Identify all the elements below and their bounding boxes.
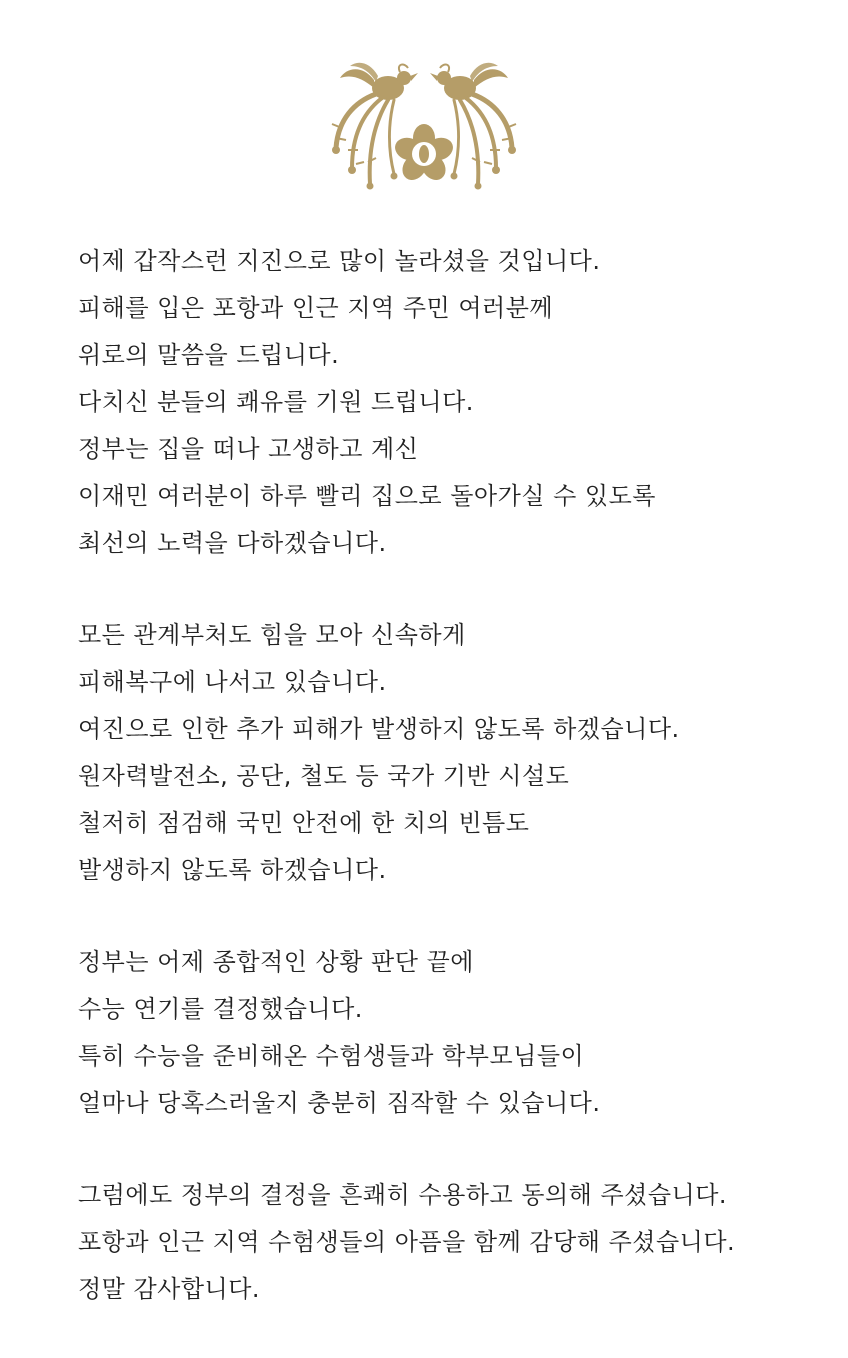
letter-line: 특히 수능을 준비해온 수험생들과 학부모님들이 [78, 1042, 585, 1070]
letter-line: 얼마나 당혹스러울지 충분히 짐작할 수 있습니다. [78, 1089, 601, 1117]
letter-line: 여진으로 인한 추가 피해가 발생하지 않도록 하겠습니다. [78, 715, 680, 743]
emblem-art [332, 63, 516, 190]
presidential-emblem [318, 58, 530, 190]
letter-line: 다치신 분들의 쾌유를 기원 드립니다. [78, 388, 474, 416]
letter-line: 위로의 말씀을 드립니다. [78, 341, 340, 369]
letter-line: 수능 연기를 결정했습니다. [78, 995, 363, 1023]
mugunghwa-flower-icon [392, 124, 456, 185]
letter-line: 정말 감사합니다. [78, 1275, 261, 1303]
letter-line: 그럼에도 정부의 결정을 흔쾌히 수용하고 동의해 주셨습니다. [78, 1181, 728, 1209]
letter-paragraph [78, 612, 798, 894]
letter-line: 어제 갑작스런 지진으로 많이 놀라셨을 것입니다. [78, 247, 601, 275]
letter-line: 모든 관계부처도 힘을 모아 신속하게 [78, 621, 466, 649]
letter-line: 발생하지 않도록 하겠습니다. [78, 856, 387, 884]
letter-line: 정부는 집을 떠나 고생하고 계신 [78, 435, 419, 463]
letter-line: 포항과 인근 지역 수험생들의 아픔을 함께 감당해 주셨습니다. [78, 1228, 736, 1256]
letter-line: 철저히 점검해 국민 안전에 한 치의 빈틈도 [78, 809, 530, 837]
letter-line: 정부는 어제 종합적인 상황 판단 끝에 [78, 948, 474, 976]
letter-body [78, 238, 798, 1358]
letter-line: 피해를 입은 포항과 인근 지역 주민 여러분께 [78, 294, 554, 322]
letter-paragraph [78, 939, 798, 1127]
letter-paragraph [78, 1172, 798, 1313]
letter-line: 원자력발전소, 공단, 철도 등 국가 기반 시설도 [78, 762, 570, 790]
letter-line: 최선의 노력을 다하겠습니다. [78, 529, 387, 557]
letter-line: 피해복구에 나서고 있습니다. [78, 668, 387, 696]
letter-line: 이재민 여러분이 하루 빨리 집으로 돌아가실 수 있도록 [78, 482, 656, 510]
phoenix-emblem-icon [318, 58, 530, 190]
letter-paragraph [78, 238, 798, 567]
